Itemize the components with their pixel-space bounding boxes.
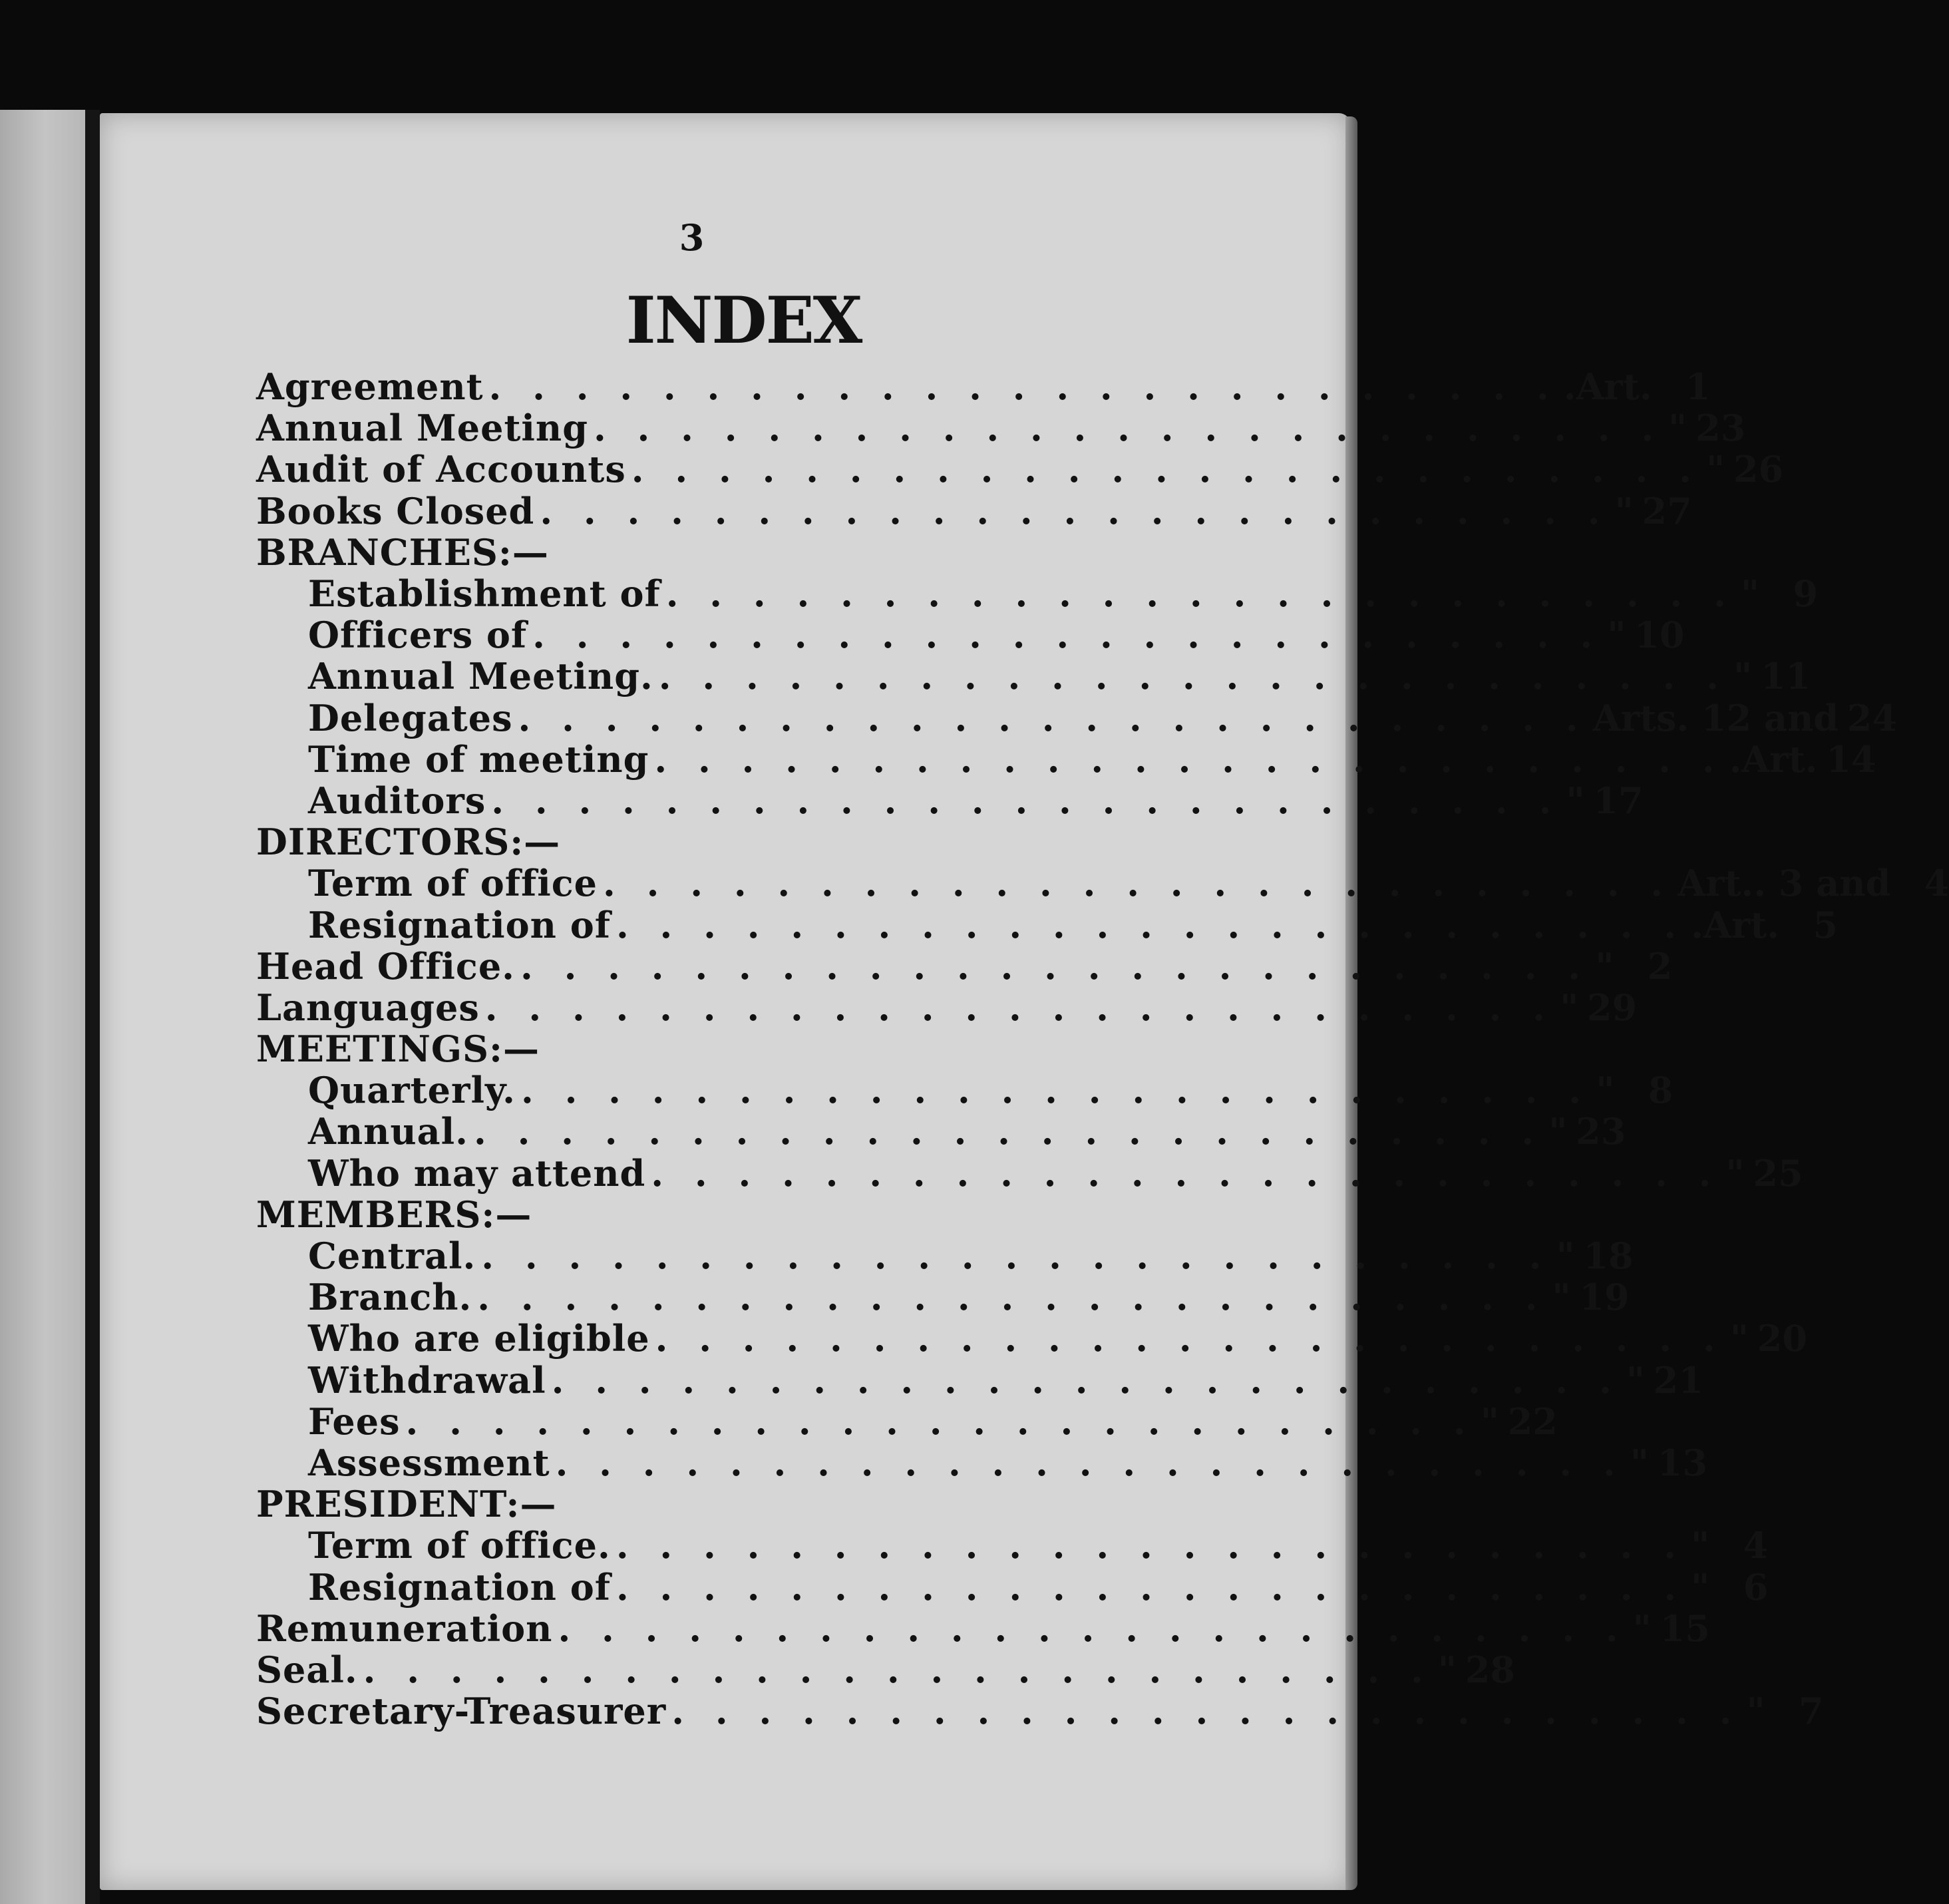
entry-label: Annual Meeting (256, 407, 588, 450)
index-section-heading (256, 1483, 1224, 1525)
index-entry (256, 903, 1839, 946)
article-number: 24 (1847, 696, 1897, 739)
index-entry (256, 862, 1949, 905)
dot-leader: . . . . . . . . . . . . . . . . . . . . . . . . . (555, 1441, 1625, 1484)
article-number: 21 (1653, 1358, 1703, 1402)
article-reference-label: " (1746, 1690, 1765, 1733)
article-reference-label: " (1556, 1235, 1575, 1278)
entry-label: Resignation of (308, 903, 611, 946)
article-reference-label: " (1691, 1565, 1710, 1609)
entry-label: Resignation of (308, 1565, 611, 1609)
index-entry (256, 1276, 1630, 1319)
dot-leader: . . . . . . . . . . . . . . . . . . . . . . . . . (631, 448, 1701, 491)
index-list (256, 365, 1949, 1733)
entry-label: PRESIDENT:— (256, 1483, 557, 1526)
entry-label: MEETINGS:— (256, 1028, 540, 1071)
index-entry (256, 489, 1692, 532)
article-number: 20 (1757, 1317, 1807, 1360)
index-entry (256, 1358, 1703, 1402)
dot-leader: . . . . . . . . . . . . . . . . . . . . . . . . . (518, 696, 1588, 739)
article-number: 26 (1733, 448, 1784, 491)
dot-leader: . . . . . . . . . . . . . . . . . . . . . . . . . (671, 1690, 1741, 1733)
dot-leader: . . . . . . . . . . . . . . . . . . . . . . . . . (405, 1400, 1475, 1443)
index-entry (256, 779, 1644, 822)
entry-label: MEMBERS:— (256, 1193, 532, 1236)
article-number: 8 (1648, 1069, 1674, 1112)
index-entry (256, 737, 1876, 781)
index-entry (256, 1317, 1807, 1360)
entry-label: BRANCHES:— (256, 530, 549, 574)
dot-leader: . . . . . . . . . . . . . . . . . . . . . . . . . (540, 489, 1610, 532)
index-entry (256, 986, 1638, 1029)
entry-label: Auditors (308, 779, 486, 822)
article-reference-label: " (1548, 1110, 1568, 1153)
entry-label: Term of office (308, 862, 598, 905)
article-number: 18 (1583, 1235, 1634, 1278)
entry-label: Who are eligible (308, 1317, 650, 1360)
entry-label: Time of meeting (308, 737, 649, 781)
dot-leader: . . . . . . . . . . . . . . . . . . . . . . . . . (477, 1276, 1547, 1319)
index-entry (256, 572, 1819, 616)
page-title: INDEX (625, 283, 862, 358)
index-entry (256, 944, 1673, 988)
index-entry (256, 614, 1685, 657)
article-number: 13 (1657, 1441, 1707, 1484)
article-reference-label: " (1480, 1400, 1499, 1443)
entry-label: Remuneration (256, 1607, 553, 1650)
article-reference-label: " (1559, 986, 1579, 1029)
dot-leader: . . . . . . . . . . . . . . . . . . . . . . . . . (520, 944, 1590, 988)
entry-label: Branch. (308, 1276, 472, 1319)
dot-leader: . . . . . . . . . . . . . . . . . . . . . . . . . (616, 1565, 1686, 1609)
article-reference-label: " (1552, 1276, 1571, 1319)
index-section-heading (256, 532, 1224, 573)
dot-leader: . . . . . . . . . . . . . . . . . . . . . . . . . (593, 407, 1664, 450)
article-number: 15 (1660, 1607, 1710, 1650)
dot-leader: . . . . . . . . . . . . . . . . . . . . . . . . . (616, 903, 1686, 946)
article-reference-label: " (1668, 407, 1687, 450)
index-entry (256, 1648, 1515, 1691)
entry-label: Secretary-Treasurer (256, 1690, 667, 1733)
dot-leader: . . . . . . . . . . . . . . . . . . . . . . . . . (655, 1317, 1725, 1360)
article-number: 25 (1753, 1151, 1803, 1195)
dot-leader: . . . . . . . . . . . . . . . . . . . . . . . . . (491, 779, 1561, 822)
article-number: 2 (1647, 944, 1673, 988)
article-number: 19 (1579, 1276, 1630, 1319)
article-reference-label: " (1566, 779, 1585, 822)
article-reference-label: " (1691, 1524, 1710, 1567)
index-entry (256, 1565, 1769, 1609)
index-entry (256, 1400, 1558, 1443)
entry-label: Books Closed (256, 489, 535, 532)
index-entry (256, 365, 1711, 409)
entry-label: Officers of (308, 614, 528, 657)
dot-leader: . . . . . . . . . . . . . . . . . . . . . . . . . (658, 655, 1728, 698)
dot-leader: . . . . . . . . . . . . . . . . . . . . . . . . . (520, 1069, 1591, 1112)
index-entry (256, 1607, 1710, 1650)
entry-label: Quarterly. (308, 1069, 516, 1112)
dot-leader: . . . . . . . . . . . . . . . . . . . . . . . . . (651, 1151, 1721, 1195)
article-number: 7 (1799, 1690, 1824, 1733)
article-reference-label: " (1614, 489, 1634, 532)
article-number: 14 (1826, 737, 1876, 781)
entry-label: Head Office. (256, 944, 515, 988)
article-reference-label: Art.. 3 and (1678, 862, 1891, 905)
article-reference-label: " (1626, 1358, 1645, 1402)
entry-label: Assessment (308, 1441, 550, 1484)
book-spine (85, 110, 100, 1904)
entry-label: Withdrawal (308, 1358, 546, 1402)
article-reference-label: " (1740, 572, 1760, 616)
article-reference-label: " (1437, 1648, 1457, 1691)
dot-leader: . . . . . . . . . . . . . . . . . . . . . . . . . (481, 1235, 1551, 1278)
article-reference-label: .Art. (1563, 365, 1652, 409)
article-reference-label: " (1595, 944, 1614, 988)
entry-label: Agreement (256, 365, 484, 409)
article-number: 29 (1586, 986, 1638, 1029)
article-number: 23 (1576, 1110, 1626, 1153)
article-reference-label: " (1632, 1607, 1652, 1650)
index-entry (256, 696, 1897, 739)
index-entry (256, 448, 1784, 491)
article-number: 22 (1507, 1400, 1558, 1443)
article-number: 17 (1593, 779, 1644, 822)
entry-label: Audit of Accounts (256, 448, 626, 491)
index-section-heading (256, 821, 1224, 862)
article-number: 11 (1760, 655, 1811, 698)
index-section-heading (256, 1194, 1224, 1235)
article-reference-label: " (1729, 1317, 1749, 1360)
entry-label: Annual. (308, 1110, 468, 1153)
entry-label: Delegates (308, 696, 513, 739)
article-reference-label: .Art. (1729, 737, 1818, 781)
article-number: 6 (1743, 1565, 1769, 1609)
dot-leader: . . . . . . . . . . . . . . . . . . . . . . . . . (488, 365, 1558, 409)
dot-leader: . . . . . . . . . . . . . . . . . . . . . . . . . (532, 614, 1602, 657)
index-entry (256, 1069, 1674, 1112)
article-reference-label: " (1596, 1069, 1615, 1112)
article-reference-label: " (1733, 655, 1753, 698)
entry-label: Languages (256, 986, 480, 1029)
article-number: 4 (1743, 1524, 1769, 1567)
entry-label: Central. (308, 1235, 476, 1278)
entry-label: DIRECTORS:— (256, 821, 561, 864)
entry-label: Who may attend (308, 1151, 646, 1195)
entry-label: Establishment of (308, 572, 661, 616)
index-entry (256, 407, 1746, 450)
article-number: 27 (1642, 489, 1692, 532)
index-entry (256, 1151, 1803, 1195)
dot-leader: . . . . . . . . . . . . . . . . . . . . . . . . . (603, 862, 1673, 905)
entry-label: Fees (308, 1400, 401, 1443)
dot-leader: . . . . . . . . . . . . . . . . . . . . . . . . . (473, 1110, 1544, 1153)
entry-label: Term of office. (308, 1524, 611, 1567)
dot-leader: . . . . . . . . . . . . . . . . . . . . . . . . . (665, 572, 1735, 616)
article-number: 4 (1924, 862, 1949, 905)
article-number: 23 (1695, 407, 1746, 450)
article-reference-label: " (1705, 448, 1725, 491)
article-number: 28 (1465, 1648, 1515, 1691)
entry-label: Annual Meeting. (308, 655, 653, 698)
entry-label: Seal. (256, 1648, 358, 1691)
facing-page-edge (0, 110, 90, 1904)
index-entry (256, 1524, 1769, 1567)
article-reference-label: Arts. 12 and (1592, 696, 1839, 739)
dot-leader: . . . . . . . . . . . . . . . . . . . . . . . . . (616, 1524, 1686, 1567)
dot-leader: . . . . . . . . . . . . . . . . . . . . . . . . . (484, 986, 1554, 1029)
dot-leader: . . . . . . . . . . . . . . . . . . . . . . . . . (558, 1607, 1628, 1650)
dot-leader: . . . . . . . . . . . . . . . . . . . . . . . . . (551, 1358, 1621, 1402)
index-entry (256, 1690, 1824, 1733)
article-reference-label: .Art. (1691, 903, 1780, 946)
index-section-heading (256, 1028, 1224, 1069)
article-number: 1 (1685, 365, 1711, 409)
dot-leader: . . . . . . . . . . . . . . . . . . . . . . . . . (654, 737, 1724, 781)
article-reference-label: " (1630, 1441, 1649, 1484)
article-reference-label: " (1725, 1151, 1745, 1195)
page-number: 3 (679, 216, 705, 259)
index-entry (256, 1110, 1626, 1153)
index-entry (256, 1441, 1707, 1484)
article-number: 9 (1793, 572, 1819, 616)
index-entry (256, 1235, 1634, 1278)
index-entry (256, 655, 1811, 698)
article-number: 10 (1634, 614, 1685, 657)
dot-leader: . . . . . . . . . . . . . . . . . . . . . . . . . (363, 1648, 1433, 1691)
article-number: 5 (1813, 903, 1839, 946)
article-reference-label: " (1607, 614, 1626, 657)
